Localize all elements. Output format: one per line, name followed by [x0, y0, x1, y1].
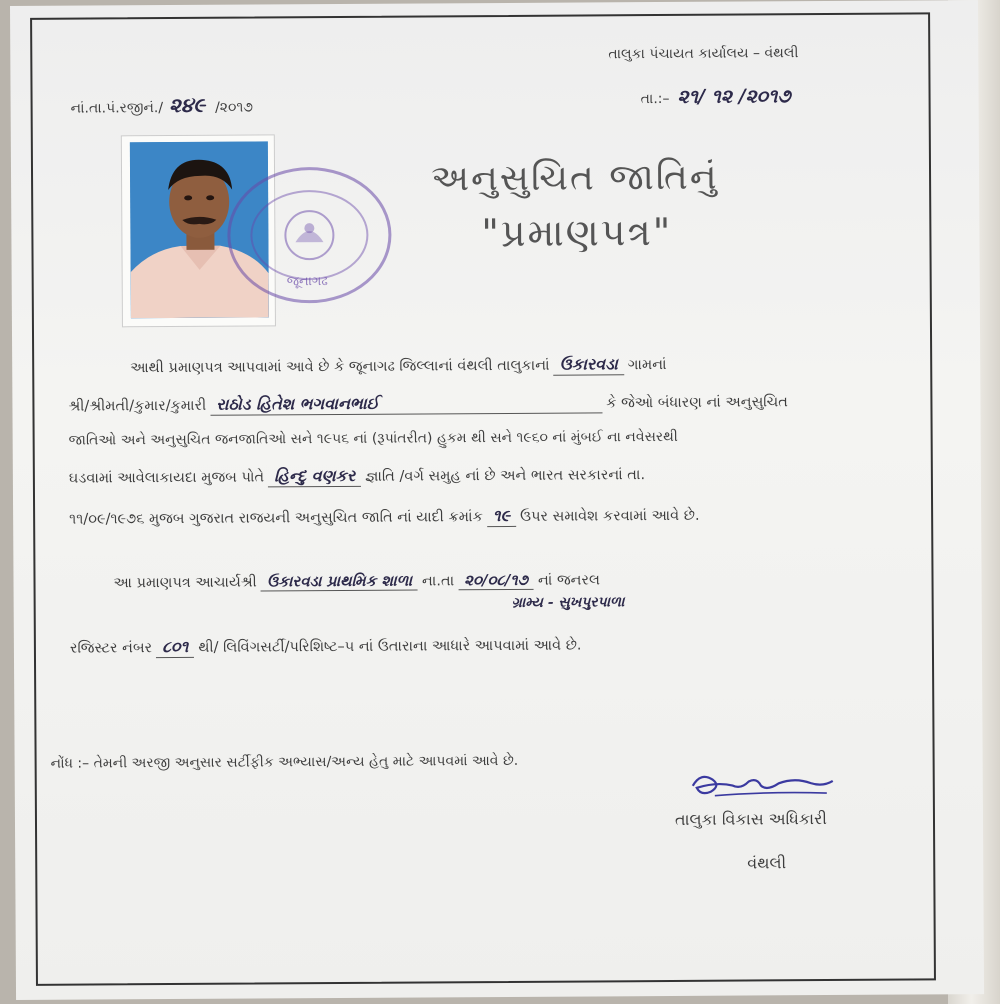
officer-place: વંથલી: [747, 853, 787, 873]
body-line-6: [113, 570, 600, 592]
body-text: ના.તા: [421, 573, 455, 590]
body-text: આ પ્રમાણપત્ર આચાર્યશ્રી: [113, 574, 257, 592]
school-village-annotation: ગ્રામ્ય - સુખપુરપાળા: [511, 594, 625, 611]
body-text: રજિસ્ટર નંબર: [69, 640, 153, 657]
body-text: જ્ઞાતિ /વર્ગ સમુહ નાં છે અને ભારત સરકારનાં તા.: [365, 467, 646, 485]
body-line-5: [69, 505, 700, 530]
officer-designation: તાલુકા વિકાસ અધિકારી: [674, 809, 827, 829]
date-value: ૨૧/ ૧૨ /૨૦૧૭: [677, 85, 791, 108]
issue-date: [641, 85, 791, 108]
body-line-3: જાતિઓ અને અનુસુચિત જનજાતિઓ સને ૧૯૫૬ નાં (રૂપાંતરીત) હુકમ થી સને ૧૯૬૦ નાં મુંબઈ ના નવેસરથી: [68, 428, 678, 449]
body-text: કે જેઓ બંધારણ નાં અનુસુચિત: [606, 394, 788, 412]
body-text: નાં જનરલ: [537, 572, 600, 589]
body-text: ઘડવામાં આવેલાકાયદા મુજબ પોતે: [68, 469, 265, 487]
body-text: થી/ લિવિંગસર્ટી/પરિશિષ્ટ–૫ નાં ઉતારાના આધારે આપવામાં આવે છે.: [198, 637, 582, 656]
official-round-stamp: [227, 167, 392, 304]
body-line-1: [130, 354, 666, 378]
applicant-name-field: રાઠોડ હિતેશ ભગવાનભાઈ: [210, 392, 602, 415]
register-number-field: ૮૦૧: [156, 637, 194, 658]
certificate-subtitle: "પ્રમાણપત્ર": [481, 209, 673, 256]
school-field: ઉકારવડા પ્રાથમિક શાળા: [261, 572, 418, 592]
outward-number-value: ૨૪૯: [168, 92, 206, 118]
body-line-7: [70, 635, 582, 659]
serial-number-field: ૧૯: [487, 506, 516, 527]
body-line-4: [69, 464, 645, 489]
school-date-field: ૨૦/૦૮/૧૭: [458, 571, 534, 590]
body-text: આથી પ્રમાણપત્ર આપવામાં આવે છે કે જૂનાગઢ જિલ્લાનાં વંથલી તાલુકાનાં: [130, 357, 550, 377]
officer-signature: [687, 769, 837, 802]
outward-year: /૨૦૧૭: [215, 99, 254, 116]
office-name: તાલુકા પંચાયત કાર્યાલય – વંથલી: [608, 45, 799, 63]
certificate-page: [10, 0, 984, 1000]
outward-number: [71, 93, 254, 118]
body-line-2: [68, 391, 787, 416]
village-field: ઉકારવડા: [553, 354, 623, 375]
caste-field: હિન્દુ વણકર: [268, 466, 361, 488]
certificate-title: અનુસુચિત જાતિનું: [430, 156, 719, 200]
body-text: શ્રી/શ્રીમતી/કુમાર/કુમારી: [68, 397, 207, 415]
date-label: તા.:–: [640, 90, 670, 108]
body-text: ગામનાં: [627, 356, 667, 374]
body-text: ઉપર સમાવેશ કરવામાં આવે છે.: [520, 507, 700, 525]
footnote: નોંધ :– તેમની અરજી અનુસાર સર્ટીફીક અભ્યાસ/અન્ય હેતુ માટે આપવમાં આવે છે.: [50, 752, 519, 772]
body-text: ૧૧/૦૯/૧૯૭૬ મુજબ ગુજરાત રાજયની અનુસુચિત જાતિ નાં યાદી ક્રમાંક: [69, 509, 483, 528]
outward-label: નાં.તા.પં.રજીનં./: [70, 100, 164, 117]
stamp-text: જૂનાગઢ: [286, 274, 328, 290]
